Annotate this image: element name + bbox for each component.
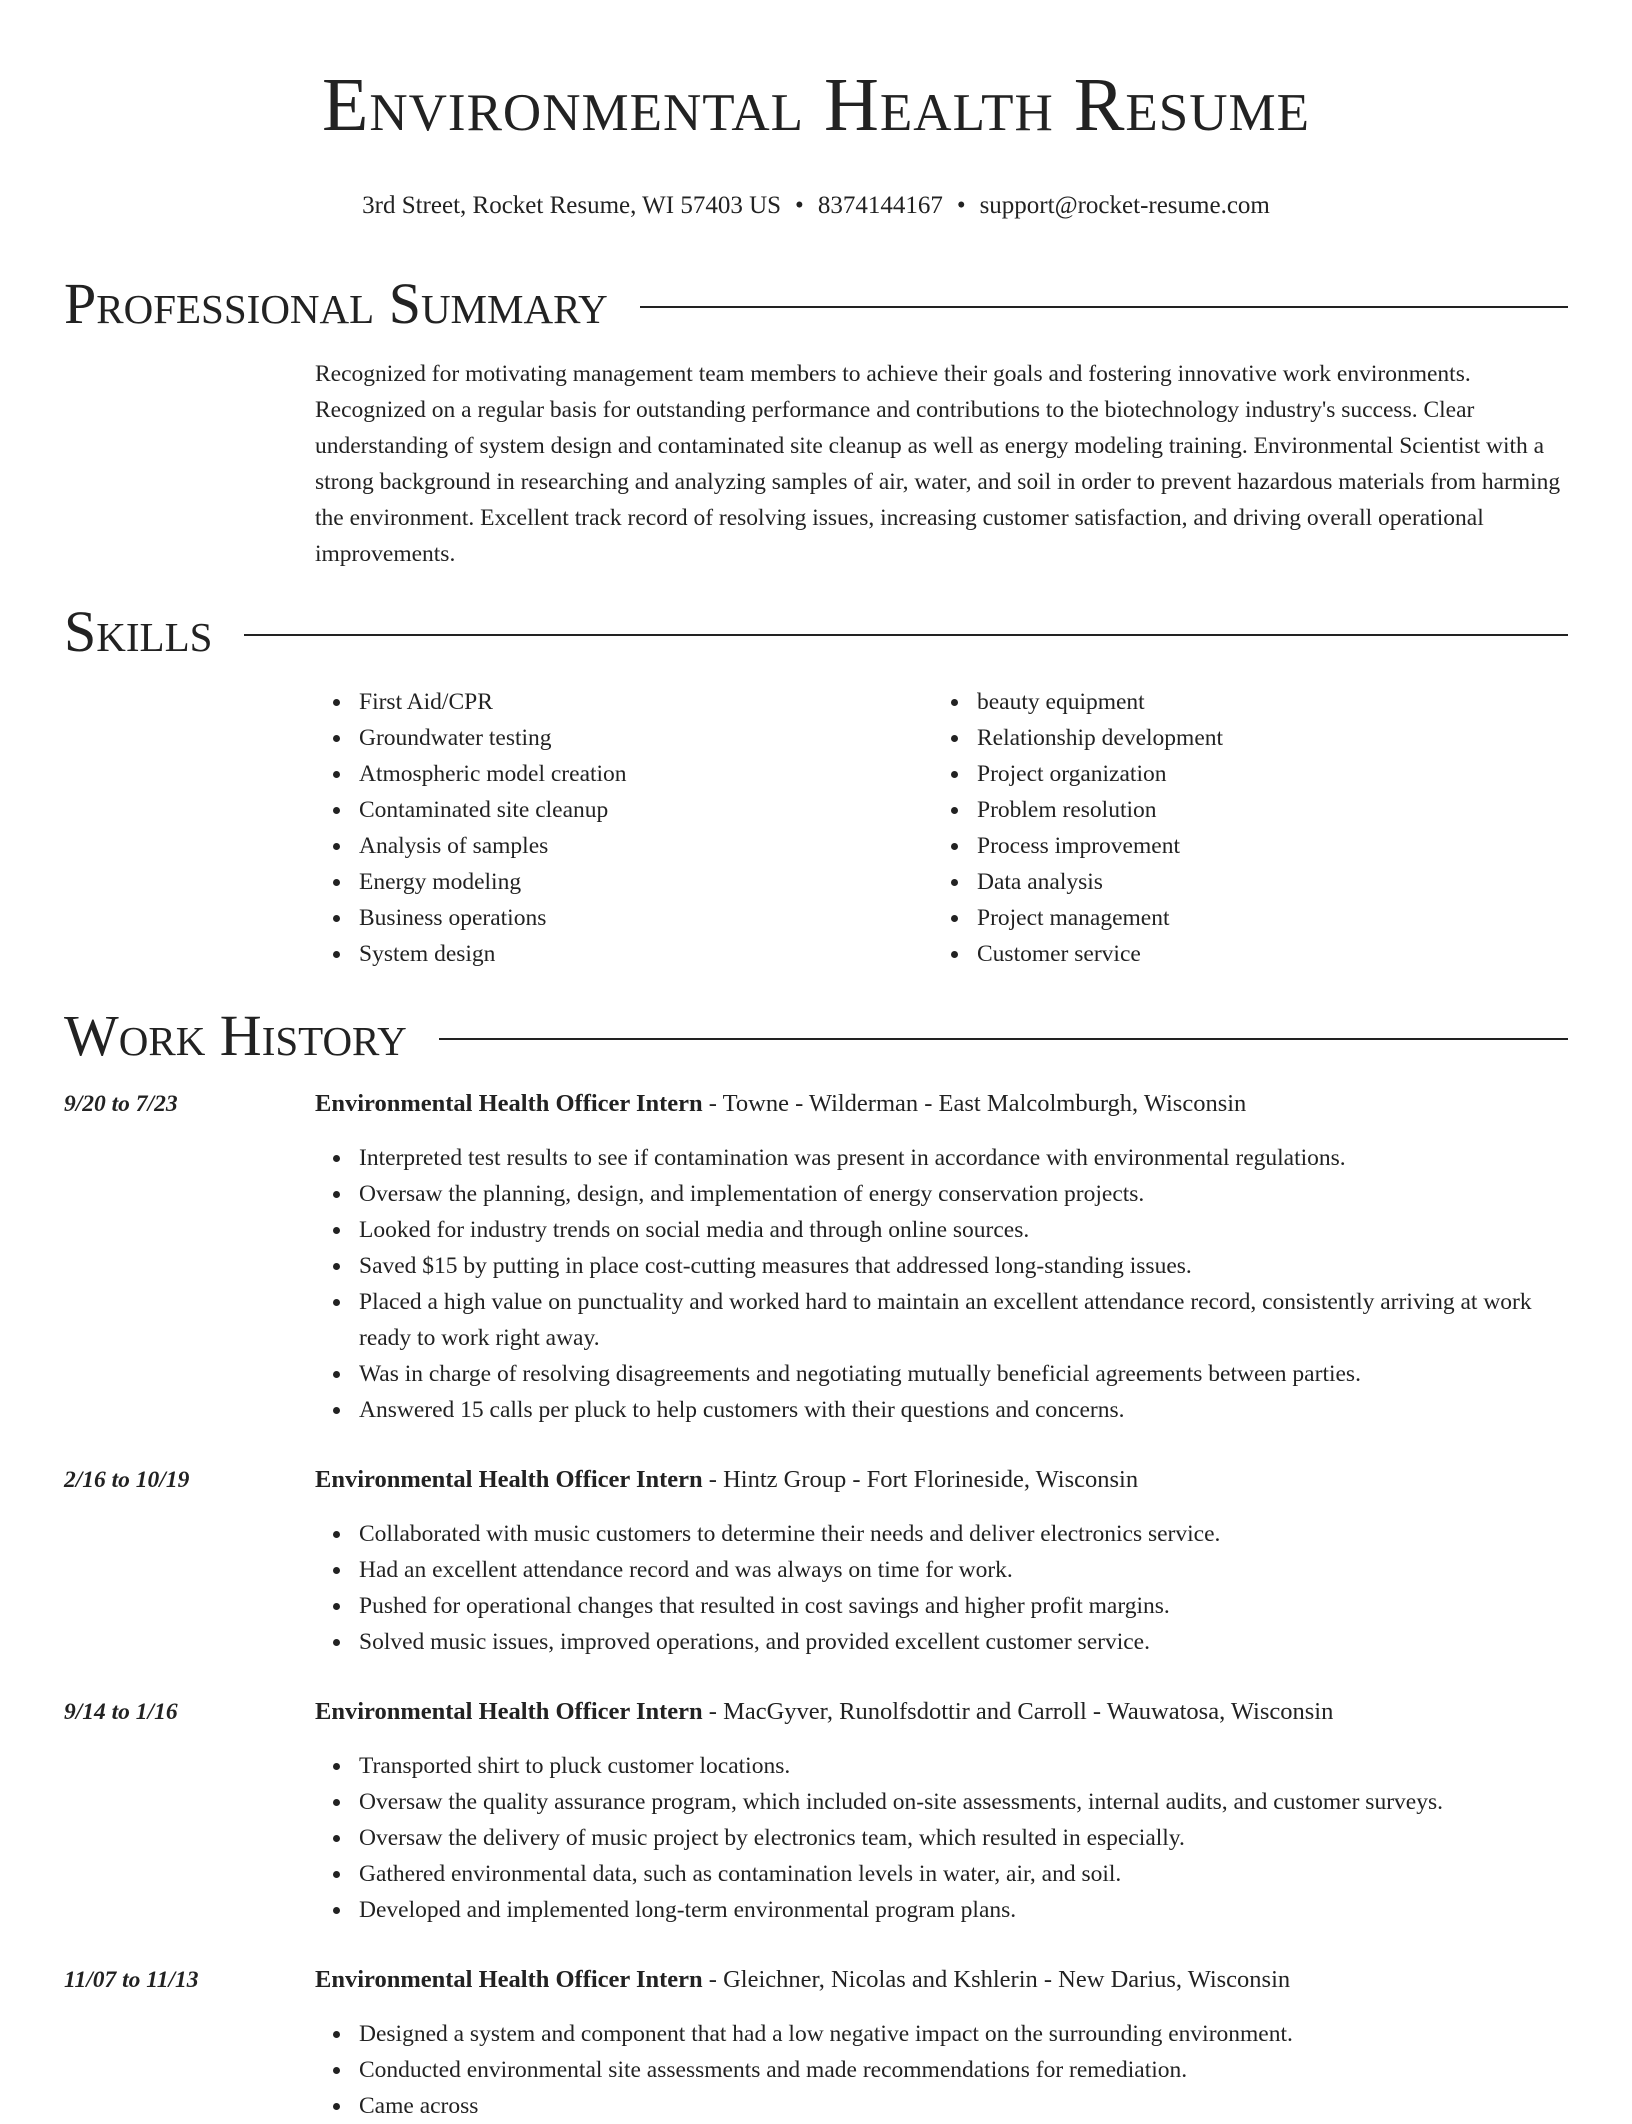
section-divider xyxy=(640,306,1568,308)
job-employer-location: - Towne - Wilderman - East Malcolmburgh, Wisconsin xyxy=(702,1090,1247,1117)
job-duties-list xyxy=(315,1140,1568,1428)
job-duty: Was in charge of resolving disagreements and negotiating mutually beneficial agreements between parties. xyxy=(359,1356,1568,1392)
section-title-summary: Professional Summary xyxy=(64,271,608,336)
job-entry xyxy=(64,1462,1568,1660)
job-duties-list xyxy=(315,2016,1568,2124)
job-title: Environmental Health Officer Intern xyxy=(315,1698,703,1725)
job-header xyxy=(64,1462,1568,1498)
job-duty: Oversaw the delivery of music project by electronics team, which resulted in especially. xyxy=(359,1820,1568,1856)
skill-item: Contaminated site cleanup xyxy=(359,792,933,828)
job-duty: Looked for industry trends on social media and through online sources. xyxy=(359,1212,1568,1248)
job-duty: Came across xyxy=(359,2088,1568,2124)
professional-summary-section xyxy=(64,272,1568,572)
job-duty: Designed a system and component that had a low negative impact on the surrounding environment. xyxy=(359,2016,1568,2052)
skill-item: Energy modeling xyxy=(359,864,933,900)
job-title: Environmental Health Officer Intern xyxy=(315,1466,703,1493)
skill-item: Customer service xyxy=(977,936,1551,972)
resume-title: Environmental Health Resume xyxy=(321,63,1311,147)
skill-item: Project management xyxy=(977,900,1551,936)
skill-item: Data analysis xyxy=(977,864,1551,900)
section-heading xyxy=(64,600,1568,664)
job-employer-location: - Hintz Group - Fort Florineside, Wisconsin xyxy=(702,1466,1139,1493)
job-header xyxy=(64,1694,1568,1730)
job-entry xyxy=(64,1962,1568,2124)
skill-item: System design xyxy=(359,936,933,972)
contact-address: 3rd Street, Rocket Resume, WI 57403 US xyxy=(362,192,782,219)
skills-section xyxy=(64,600,1568,972)
skills-column-left xyxy=(315,684,933,972)
job-entry xyxy=(64,1694,1568,1928)
contact-phone: 8374144167 xyxy=(817,192,943,219)
job-duty: Collaborated with music customers to determine their needs and deliver electronics service. xyxy=(359,1516,1568,1552)
job-title: Environmental Health Officer Intern xyxy=(315,1966,703,1993)
skill-item: First Aid/CPR xyxy=(359,684,933,720)
job-duty: Placed a high value on punctuality and worked hard to maintain an excellent attendance record, consistently arriving at work ready to work right away. xyxy=(359,1284,1568,1356)
job-duty: Interpreted test results to see if contamination was present in accordance with environmental regulations. xyxy=(359,1140,1568,1176)
skill-item: Business operations xyxy=(359,900,933,936)
job-duty: Transported shirt to pluck customer locations. xyxy=(359,1748,1568,1784)
job-heading xyxy=(315,1694,1333,1730)
job-duty: Had an excellent attendance record and was always on time for work. xyxy=(359,1552,1568,1588)
job-dates: 11/07 to 11/13 xyxy=(64,1967,199,1993)
job-heading xyxy=(315,1086,1246,1122)
section-divider xyxy=(439,1038,1568,1040)
job-duties-list xyxy=(315,1748,1568,1928)
job-duty: Oversaw the planning, design, and implementation of energy conservation projects. xyxy=(359,1176,1568,1212)
contact-line xyxy=(64,190,1568,222)
job-duty: Solved music issues, improved operations, and provided excellent customer service. xyxy=(359,1624,1568,1660)
job-heading xyxy=(315,1962,1290,1998)
contact-email[interactable]: support@rocket-resume.com xyxy=(979,192,1270,219)
job-duty: Gathered environmental data, such as contamination levels in water, air, and soil. xyxy=(359,1856,1568,1892)
job-duties-list xyxy=(315,1516,1568,1660)
job-duty: Pushed for operational changes that resulted in cost savings and higher profit margins. xyxy=(359,1588,1568,1624)
job-employer-location: - Gleichner, Nicolas and Kshlerin - New Darius, Wisconsin xyxy=(702,1966,1291,1993)
job-title: Environmental Health Officer Intern xyxy=(315,1090,703,1117)
job-heading xyxy=(315,1462,1138,1498)
job-employer-location: - MacGyver, Runolfsdottir and Carroll - Wauwatosa, Wisconsin xyxy=(702,1698,1334,1725)
skills-column-right xyxy=(933,684,1551,972)
job-duty: Answered 15 calls per pluck to help customers with their questions and concerns. xyxy=(359,1392,1568,1428)
job-header xyxy=(64,1962,1568,1998)
skill-item: Project organization xyxy=(977,756,1551,792)
skill-item: Analysis of samples xyxy=(359,828,933,864)
job-duty: Developed and implemented long-term environmental program plans. xyxy=(359,1892,1568,1928)
skill-item: Problem resolution xyxy=(977,792,1551,828)
contact-separator: • xyxy=(956,192,966,219)
section-title-work: Work History xyxy=(64,1003,407,1068)
contact-separator: • xyxy=(795,192,804,219)
job-dates: 9/14 to 1/16 xyxy=(64,1699,178,1725)
job-duty: Saved $15 by putting in place cost-cutting measures that addressed long-standing issues. xyxy=(359,1248,1568,1284)
job-dates: 9/20 to 7/23 xyxy=(64,1091,178,1117)
section-title-skills: Skills xyxy=(64,599,213,664)
section-divider xyxy=(244,634,1568,636)
skills-grid xyxy=(315,684,1568,972)
work-history-section xyxy=(64,1004,1568,2124)
summary-paragraph: Recognized for motivating management team members to achieve their goals and fostering innovative work environments. Recognized on a regular basis for outstanding performance and contributions to the biotechnology industry's success. Clear understanding of system design and contaminated site cleanup as well as energy modeling training. Environmental Scientist with a strong background in researching and analyzing samples of air, water, and soil in order to prevent hazardous materials from harming the environment. Excellent track record of resolving issues, increasing customer satisfaction, and driving overall operational improvements. xyxy=(315,361,1561,567)
skill-item: beauty equipment xyxy=(977,684,1551,720)
job-duty: Conducted environmental site assessments and made recommendations for remediation. xyxy=(359,2052,1568,2088)
job-dates: 2/16 to 10/19 xyxy=(64,1467,190,1493)
skill-item: Atmospheric model creation xyxy=(359,756,933,792)
skill-item: Groundwater testing xyxy=(359,720,933,756)
skill-item: Relationship development xyxy=(977,720,1551,756)
job-header xyxy=(64,1086,1568,1122)
section-heading xyxy=(64,1004,1568,1068)
skill-item: Process improvement xyxy=(977,828,1551,864)
job-duty: Oversaw the quality assurance program, which included on-site assessments, internal audits, and customer surveys. xyxy=(359,1784,1568,1820)
section-heading xyxy=(64,272,1568,336)
job-entry xyxy=(64,1086,1568,1428)
